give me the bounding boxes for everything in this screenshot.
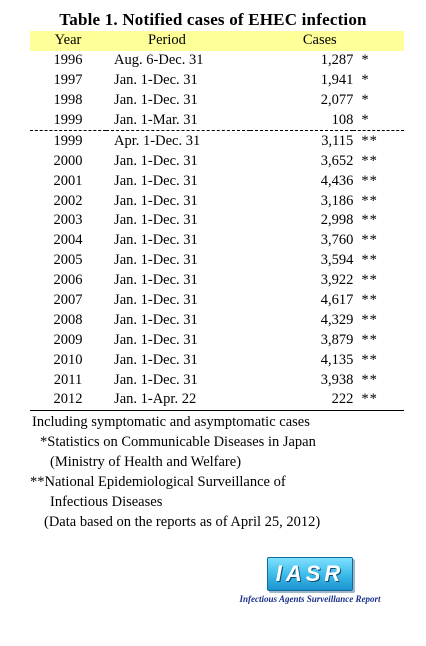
table-row bbox=[30, 131, 404, 151]
table-row bbox=[30, 291, 404, 311]
cell-source-mark: ** bbox=[361, 232, 378, 249]
cell-cases: 3,115 bbox=[250, 131, 353, 151]
cell-source-mark: ** bbox=[361, 212, 378, 229]
cell-period: Jan. 1-Dec. 31 bbox=[114, 371, 198, 388]
cell-source-mark: * bbox=[361, 52, 370, 69]
cell-source-mark: ** bbox=[361, 192, 378, 209]
cell-year: 1999 bbox=[30, 131, 106, 151]
table-row bbox=[30, 91, 404, 111]
cell-cases: 108 bbox=[331, 112, 354, 128]
note-data-basis: (Data based on the reports as of April 25, 2012) bbox=[44, 514, 321, 530]
table-row bbox=[30, 231, 404, 251]
table-row bbox=[30, 111, 404, 131]
cell-period: Aug. 6-Dec. 31 bbox=[114, 52, 204, 69]
cell-year: 1999 bbox=[53, 112, 83, 128]
table-row bbox=[30, 271, 404, 291]
cell-cases: 3,652 bbox=[320, 152, 354, 169]
table-row bbox=[30, 151, 404, 171]
cell-period: Jan. 1-Dec. 31 bbox=[114, 72, 198, 89]
note-including: Including symptomatic and asymptomatic cases bbox=[32, 414, 310, 430]
iasr-logo: IASR bbox=[267, 557, 353, 591]
cell-period: Jan. 1-Dec. 31 bbox=[114, 351, 198, 368]
table-row bbox=[30, 390, 404, 410]
cell-year: 2003 bbox=[53, 212, 83, 229]
cell-year: 2011 bbox=[53, 371, 83, 388]
cell-year: 2001 bbox=[53, 172, 83, 189]
cell-source-mark: ** bbox=[361, 172, 378, 189]
header-mark bbox=[353, 31, 404, 51]
cell-source-mark: ** bbox=[361, 272, 378, 289]
iasr-logo-subtitle: Infectious Agents Surveillance Report bbox=[239, 594, 381, 604]
note-single-star: *Statistics on Communicable Diseases in Japan bbox=[40, 434, 316, 450]
cell-period: Jan. 1-Dec. 31 bbox=[114, 311, 198, 328]
cell-year: 2008 bbox=[53, 311, 83, 328]
cell-year: 2012 bbox=[30, 390, 106, 410]
cell-cases: 3,760 bbox=[320, 232, 354, 249]
cell-cases: 3,938 bbox=[320, 371, 354, 388]
cell-cases: 1,287 bbox=[320, 52, 354, 69]
cell-cases: 3,922 bbox=[320, 272, 354, 289]
table-row bbox=[30, 191, 404, 211]
cell-source-mark: * bbox=[361, 92, 370, 109]
table-row bbox=[30, 171, 404, 191]
cell-year: 2004 bbox=[53, 232, 83, 249]
table-notes bbox=[28, 412, 418, 532]
cell-cases: 1,941 bbox=[320, 72, 354, 89]
cell-year: 2000 bbox=[53, 152, 83, 169]
table-row bbox=[30, 370, 404, 390]
cell-source-mark: ** bbox=[361, 311, 378, 328]
cell-year: 1997 bbox=[53, 72, 83, 89]
cell-cases: 3,186 bbox=[320, 192, 354, 209]
cell-source-mark: ** bbox=[353, 131, 404, 151]
cell-source-mark: ** bbox=[361, 152, 378, 169]
cell-year: 2002 bbox=[53, 192, 83, 209]
cell-year: 2009 bbox=[53, 331, 83, 348]
cell-period: Jan. 1-Dec. 31 bbox=[114, 192, 198, 209]
table-row bbox=[30, 51, 404, 71]
table-row bbox=[30, 211, 404, 231]
cell-period: Jan. 1-Dec. 31 bbox=[114, 152, 198, 169]
cell-period: Jan. 1-Dec. 31 bbox=[114, 92, 198, 109]
table-title: Table 1. Notified cases of EHEC infection bbox=[59, 10, 367, 29]
cell-source-mark: ** bbox=[361, 331, 378, 348]
cell-cases: 2,077 bbox=[320, 92, 354, 109]
cell-period: Jan. 1-Dec. 31 bbox=[114, 331, 198, 348]
cell-source-mark: ** bbox=[353, 390, 404, 410]
cell-cases: 4,617 bbox=[320, 292, 354, 309]
table-row bbox=[30, 350, 404, 370]
table-row bbox=[30, 251, 404, 271]
cell-year: 2005 bbox=[53, 252, 83, 269]
cell-period: Jan. 1-Dec. 31 bbox=[114, 272, 198, 289]
cell-source-mark: ** bbox=[361, 371, 378, 388]
header-cases: Cases bbox=[250, 31, 353, 51]
cell-period: Jan. 1-Dec. 31 bbox=[114, 252, 198, 269]
cell-cases: 222 bbox=[250, 390, 353, 410]
table-header-row bbox=[30, 31, 404, 51]
cell-source-mark: ** bbox=[361, 351, 378, 368]
note-double-star-source: Infectious Diseases bbox=[50, 494, 163, 510]
note-single-star-source: (Ministry of Health and Welfare) bbox=[50, 454, 242, 470]
cell-source-mark: ** bbox=[361, 252, 378, 269]
header-year: Year bbox=[30, 31, 106, 51]
cell-year: 2007 bbox=[53, 292, 83, 309]
cell-cases: 4,329 bbox=[320, 311, 354, 328]
cell-period: Jan. 1-Dec. 31 bbox=[114, 232, 198, 249]
cell-year: 2010 bbox=[53, 351, 83, 368]
cell-cases: 4,135 bbox=[320, 351, 354, 368]
cell-cases: 4,436 bbox=[320, 172, 354, 189]
table-row bbox=[30, 310, 404, 330]
cell-year: 2006 bbox=[53, 272, 83, 289]
cell-period: Jan. 1-Dec. 31 bbox=[114, 212, 198, 229]
table-row bbox=[30, 71, 404, 91]
cell-cases: 3,879 bbox=[320, 331, 354, 348]
cell-cases: 3,594 bbox=[320, 252, 354, 269]
cell-year: 1996 bbox=[53, 52, 83, 69]
cell-source-mark: ** bbox=[361, 292, 378, 309]
header-period: Period bbox=[106, 31, 250, 51]
cell-year: 1998 bbox=[53, 92, 83, 109]
cell-source-mark: * bbox=[361, 72, 370, 89]
table-row bbox=[30, 330, 404, 350]
cell-period: Apr. 1-Dec. 31 bbox=[106, 131, 250, 151]
cell-period: Jan. 1-Mar. 31 bbox=[114, 112, 198, 128]
table-body bbox=[30, 51, 404, 411]
cell-source-mark: * bbox=[361, 112, 370, 128]
cell-period: Jan. 1-Dec. 31 bbox=[114, 292, 198, 309]
ehec-cases-table bbox=[30, 31, 404, 411]
cell-cases: 2,998 bbox=[320, 212, 354, 229]
cell-period: Jan. 1-Dec. 31 bbox=[114, 172, 198, 189]
cell-period: Jan. 1-Apr. 22 bbox=[106, 390, 250, 410]
note-double-star: **National Epidemiological Surveillance of bbox=[30, 474, 286, 490]
